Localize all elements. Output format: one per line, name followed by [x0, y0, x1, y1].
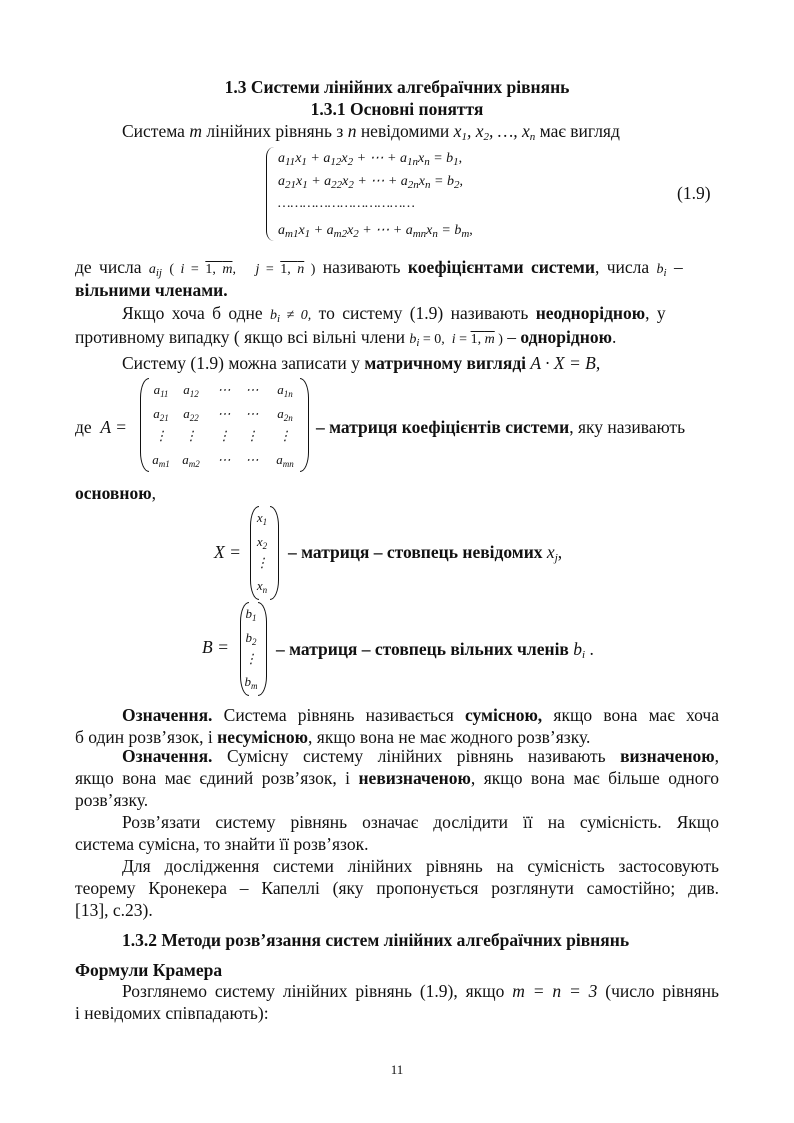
equation-row-dots: …………………………… [278, 196, 415, 211]
document-page: 1.3 Системи лінійних алгебраїчних рівнянь 1.3.1 Основні поняття Система m лінійних рівнянь з n невідомими $x_1$, $x_2$, …, $x_n$ має вигляд $a_{11}x_1 + a_{12}x_2$ + ⋯ + $a_{1n}x_n = b_1$, $a_{21}x_1 + a_{22}x_2$ + ⋯ + $a_{2n}x_n = b_2$, …………………………… $a_{m1}x_1 + a_{m2}x_2$ + ⋯ + $a_{mn}x_n = b_m$, (1.9) де числа $a_{ij}$ ( i = 1, m, j = 1, n ) називають коефіцієнтами системи, числа $b_i$ – вільними членами. Якщо хоча б одне $b_i \ne 0$, то систему (1.9) називають неоднорідною, у противному випадку ( якщо всі вільні члени $b_i = 0$, i = 1, m ) – однорідною. Систему (1.9) можна записати у матричному вигляді A · X = B, де A = $a_{11}$ $a_{12}$ ⋯ ⋯ $a_{1n}$ $a_{21}$ $a_{22}$ ⋯ ⋯ $a_{2n}$ ⋮ ⋮ ⋮ ⋮ ⋮ $a_{m1}$ $a_{m2}$ ⋯ ⋯ $a_{mn}$ – матриця коефіцієнтів системи, яку називають основною, X = $x_1$ $x_2$ ⋮ $x_n$ – матриця – стовпець невідомих $x_j$, B = $b_1$ $b_2$ ⋮ $b_m$ – матриця – стовпець вільних членів $b_i$ . Означення. Система рівнянь називається сумісною, якщо вона має хоча б один розв’язок, і несумісною, якщо вона не має жодного розв’язку. Означення. Сумісну систему лінійних рівнянь називають визначеною, якщо вона має єдиний розв’язок, і невизначеною, якщо вона має більше одного розв’язку. Розв’язати систему рівнянь означає дослідити її на сумісність. Якщо система сумісна, то знайти її розв’язок. Для дослідження системи лінійних рівнянь на сумісність застосовують теорему Кронекера – Капеллі (яку пропонується розглянути самостійно; див. [13], с.23). 1.3.2 Методи розв’язання систем лінійних алгебраїчних рівнянь Формули Крамера Розглянемо систему лінійних рівнянь (1.9), якщо m = n = 3 (число рівнянь і невідомих співпадають): 11 [0, 0, 794, 1123]
homogeneous-line: противному випадку ( якщо всі вільні члени $b_i = 0$, i = 1, m ) – однорідною. [75, 327, 617, 349]
matrix-a-main-label: основною, [75, 483, 156, 503]
cramer-line1: Розглянемо систему лінійних рівнянь (1.9), якщо m = n = 3 (число рівнянь [122, 981, 719, 1001]
definition-consistent-line2: б один розв’язок, і несумісною, якщо вона не має жодного розв’язку. [75, 727, 591, 747]
nonhomogeneous-line: Якщо хоча б одне $b_i \ne 0$, то систему (1.9) називають неоднорідною, у [122, 303, 666, 325]
coefficients-line: де числа $a_{ij}$ ( i = 1, m, j = 1, n ) називають коефіцієнтами системи, числа $b_i$ – [75, 257, 683, 279]
subsection-title: 1.3.1 Основні поняття [310, 99, 484, 119]
section-2-title: 1.3.2 Методи розв’язання систем лінійних алгебраїчних рівнянь [122, 930, 630, 950]
matrix-a-prefix: де A = [75, 417, 127, 437]
kronecker-line3: [13], с.23). [75, 900, 153, 920]
equation-row-2: $a_{21}x_1 + a_{22}x_2$ + ⋯ + $a_{2n}x_n = b_2$, [278, 174, 463, 191]
page-number: 11 [390, 1062, 404, 1077]
free-terms-label: вільними членами. [75, 280, 228, 300]
matrix-b-name: B = [202, 637, 229, 657]
solve-line1: Розв’язати систему рівнянь означає дослідити її на сумісність. Якщо [122, 812, 719, 832]
section-title: 1.3 Системи лінійних алгебраїчних рівнянь [224, 77, 570, 97]
definition-determined-line1: Означення. Сумісну систему лінійних рівнянь називають визначеною, [122, 746, 720, 766]
kronecker-line1: Для дослідження системи лінійних рівнянь на сумісність застосовують [122, 856, 719, 876]
matrix-b-description: – матриця – стовпець вільних членів $b_i$ . [276, 639, 594, 661]
equation-row-m: $a_{m1}x_1 + a_{m2}x_2$ + ⋯ + $a_{mn}x_n = b_m$, [278, 223, 473, 240]
equation-number: (1.9) [677, 183, 711, 203]
kronecker-line2: теорему Кронекера – Капеллі (яку пропонується розглянути самостійно; див. [75, 878, 719, 898]
matrix-x-name: X = [214, 542, 241, 562]
matrix-a-description: – матриця коефіцієнтів системи, яку називають [316, 417, 686, 437]
definition-determined-line2: якщо вона має єдиний розв’язок, і невизначеною, якщо вона має більше одного [75, 768, 720, 788]
matrix-form-line: Систему (1.9) можна записати у матричному вигляді A · X = B, [122, 353, 601, 373]
cramer-heading: Формули Крамера [75, 960, 223, 980]
system-brace [266, 147, 275, 241]
matrix-x-description: – матриця – стовпець невідомих $x_j$, [288, 542, 563, 564]
solve-line2: система сумісна, то знайти її розв’язок. [75, 834, 369, 854]
matrix-a-right-paren [300, 378, 309, 472]
definition-consistent-line1: Означення. Система рівнянь називається сумісною, якщо вона має хоча [122, 705, 719, 725]
intro-line: Система m лінійних рівнянь з n невідомими $x_1$, $x_2$, …, $x_n$ має вигляд [122, 121, 620, 143]
cramer-line2: і невідомих співпадають): [75, 1003, 269, 1023]
variables-list: $x_1$, $x_2$, …, $x_n$ [453, 121, 536, 143]
equation-row-1: $a_{11}x_1 + a_{12}x_2$ + ⋯ + $a_{1n}x_n = b_1$, [278, 151, 463, 168]
definition-determined-line3: розв’язку. [75, 790, 149, 810]
